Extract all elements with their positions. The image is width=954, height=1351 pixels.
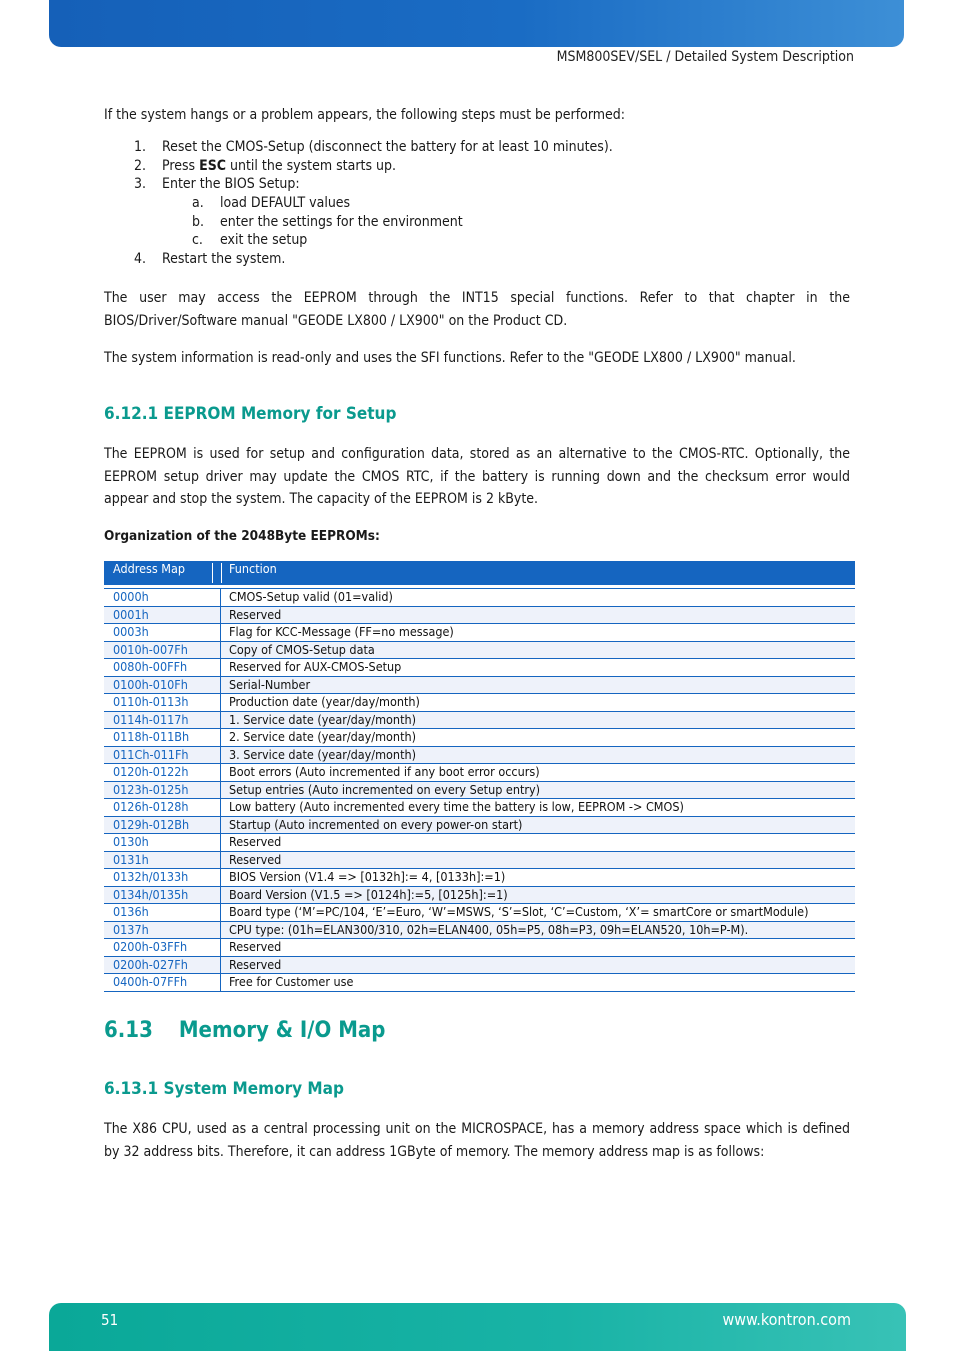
address-cell: 0137h xyxy=(113,921,149,937)
document-title: MSM800SEV/SEL / Detailed System Description xyxy=(556,49,854,65)
step-3: 3. Enter the BIOS Setup: xyxy=(134,176,300,193)
troubleshooting-steps xyxy=(104,138,804,269)
column-divider xyxy=(220,589,221,606)
address-cell: 0114h-0117h xyxy=(113,711,189,727)
table-row xyxy=(104,834,855,852)
table-row xyxy=(104,852,855,870)
address-cell: 0080h-00FFh xyxy=(113,659,188,674)
table-row xyxy=(104,922,855,940)
address-cell: 0126h-0128h xyxy=(113,799,189,814)
column-header-address: Address Map xyxy=(113,561,186,576)
column-divider xyxy=(220,659,221,676)
address-cell: 0010h-007Fh xyxy=(113,641,188,657)
section-heading-6-12-1: 6.12.1 EEPROM Memory for Setup xyxy=(104,404,397,424)
table-header xyxy=(104,561,855,585)
header-bar xyxy=(49,0,904,47)
column-divider xyxy=(220,817,221,834)
function-cell: Low battery (Auto incremented every time the battery is low, EEPROM -> CMOS) xyxy=(229,799,684,814)
column-divider xyxy=(220,852,221,869)
table-row xyxy=(104,589,855,607)
function-cell: CMOS-Setup valid (01=valid) xyxy=(229,589,393,604)
header-divider xyxy=(221,563,222,583)
table-row xyxy=(104,887,855,905)
table-row xyxy=(104,904,855,922)
column-divider xyxy=(220,764,221,781)
function-cell: Reserved xyxy=(229,834,282,849)
column-divider xyxy=(220,694,221,711)
address-cell: 0136h xyxy=(113,904,149,919)
table-row xyxy=(104,974,855,992)
column-divider xyxy=(220,869,221,886)
function-cell: Serial-Number xyxy=(229,676,311,692)
column-divider xyxy=(220,887,221,904)
address-cell: 0400h-07FFh xyxy=(113,974,188,989)
function-cell: Startup (Auto incremented on every power-on start) xyxy=(229,816,523,832)
function-cell: Board Version (V1.5 => [0124h]:=5, [0125h]:=1) xyxy=(229,886,508,902)
function-cell: 2. Service date (year/day/month) xyxy=(229,729,416,744)
table-row xyxy=(104,712,855,730)
address-cell: 0100h-010Fh xyxy=(113,676,188,692)
table-row xyxy=(104,747,855,765)
eeprom-use-paragraph: The EEPROM is used for setup and configuration data, stored as an alternative to the CMOS-RTC. Optionally, the EEPROM setup driver may update the CMOS RTC, if the battery is running down and the checksum error would appear and stop the system. The capacity of the EEPROM is 2 kByte. xyxy=(104,446,850,507)
step-4: 4. Restart the system. xyxy=(134,251,286,268)
column-divider xyxy=(220,712,221,729)
function-cell: Board type (‘M’=PC/104, ‘E’=Euro, ‘W’=MSWS, ‘S’=Slot, ‘C’=Custom, ‘X’= smartCore or smartModule) xyxy=(229,904,809,919)
column-divider xyxy=(220,974,221,991)
table-row xyxy=(104,694,855,712)
table-body xyxy=(104,588,855,992)
table-row xyxy=(104,799,855,817)
table-row xyxy=(104,764,855,782)
esc-key-label: ESC xyxy=(199,157,227,174)
address-cell: 0123h-0125h xyxy=(113,781,189,797)
step-1: 1. Reset the CMOS-Setup (disconnect the battery for at least 10 minutes). xyxy=(134,139,613,155)
table-row xyxy=(104,957,855,975)
column-header-function: Function xyxy=(229,561,277,576)
table-row xyxy=(104,782,855,800)
system-info-paragraph: The system information is read-only and uses the SFI functions. Refer to the "GEODE LX800 / LX900" manual. xyxy=(104,350,796,366)
table-row xyxy=(104,659,855,677)
address-cell: 0132h/0133h xyxy=(113,869,189,884)
function-cell: Flag for KCC-Message (FF=no message) xyxy=(229,624,454,639)
address-cell: 0200h-027Fh xyxy=(113,956,188,972)
section-heading-6-13-1: 6.13.1 System Memory Map xyxy=(104,1079,344,1099)
eeprom-organization-label: Organization of the 2048Byte EEPROMs: xyxy=(104,528,380,544)
substep-a: a. load DEFAULT values xyxy=(192,195,351,212)
substep-c: c. exit the setup xyxy=(192,232,308,249)
column-divider xyxy=(220,922,221,939)
column-divider xyxy=(220,747,221,764)
column-divider xyxy=(220,799,221,816)
function-cell: Reserved xyxy=(229,606,282,622)
table-row xyxy=(104,939,855,957)
address-cell: 0001h xyxy=(113,606,149,622)
column-divider xyxy=(220,904,221,921)
eeprom-access-paragraph: The user may access the EEPROM through the INT15 special functions. Refer to that chapter in the BIOS/Driver/Software manual "GEODE LX800 / LX900" on the Product CD. xyxy=(104,290,850,329)
function-cell: Free for Customer use xyxy=(229,974,354,989)
substep-b: b. enter the settings for the environment xyxy=(192,213,463,230)
function-cell: BIOS Version (V1.4 => [0132h]:= 4, [0133h]:=1) xyxy=(229,869,506,884)
table-row xyxy=(104,624,855,642)
table-row xyxy=(104,677,855,695)
address-cell: 0003h xyxy=(113,624,149,639)
column-divider xyxy=(220,642,221,659)
footer-bar xyxy=(49,1303,906,1351)
address-cell: 0130h xyxy=(113,834,149,849)
address-cell: 0118h-011Bh xyxy=(113,729,190,744)
table-row xyxy=(104,607,855,625)
address-cell: 0134h/0135h xyxy=(113,886,189,902)
function-cell: Reserved xyxy=(229,956,282,972)
column-divider xyxy=(220,834,221,851)
table-row xyxy=(104,817,855,835)
function-cell: Boot errors (Auto incremented if any boot error occurs) xyxy=(229,764,540,779)
section-heading-6-13: 6.13 Memory & I/O Map xyxy=(104,1018,386,1043)
table-row xyxy=(104,642,855,660)
function-cell: 3. Service date (year/day/month) xyxy=(229,746,416,762)
step-2: 2. Press ESC until the system starts up. xyxy=(134,157,396,174)
function-cell: Reserved xyxy=(229,939,282,954)
address-cell: 0120h-0122h xyxy=(113,764,189,779)
function-cell: Reserved xyxy=(229,851,282,867)
address-cell: 0000h xyxy=(113,589,149,604)
page-number: 51 xyxy=(101,1311,119,1329)
address-cell: 011Ch-011Fh xyxy=(113,746,189,762)
column-divider xyxy=(220,607,221,624)
column-divider xyxy=(220,957,221,974)
column-divider xyxy=(220,782,221,799)
address-cell: 0200h-03FFh xyxy=(113,939,188,954)
function-cell: Production date (year/day/month) xyxy=(229,694,420,709)
table-row xyxy=(104,869,855,887)
function-cell: Copy of CMOS-Setup data xyxy=(229,641,375,657)
column-divider xyxy=(220,729,221,746)
table-row xyxy=(104,729,855,747)
function-cell: Setup entries (Auto incremented on every Setup entry) xyxy=(229,781,541,797)
eeprom-address-table xyxy=(104,561,855,992)
intro-text: If the system hangs or a problem appears, the following steps must be performed: xyxy=(104,107,626,123)
website-link[interactable]: www.kontron.com xyxy=(722,1310,851,1329)
function-cell: CPU type: (01h=ELAN300/310, 02h=ELAN400, 05h=P5, 08h=P3, 09h=ELAN520, 10h=P-M). xyxy=(229,921,749,937)
address-cell: 0129h-012Bh xyxy=(113,816,190,832)
column-divider xyxy=(220,939,221,956)
address-cell: 0131h xyxy=(113,851,149,867)
address-cell: 0110h-0113h xyxy=(113,694,189,709)
header-divider xyxy=(212,563,213,583)
column-divider xyxy=(220,624,221,641)
function-cell: 1. Service date (year/day/month) xyxy=(229,711,416,727)
function-cell: Reserved for AUX-CMOS-Setup xyxy=(229,659,402,674)
column-divider xyxy=(220,677,221,694)
memory-map-paragraph: The X86 CPU, used as a central processing unit on the MICROSPACE, has a memory address space which is defined by 32 address bits. Therefore, it can address 1GByte of memory. The memory address map is as follows: xyxy=(104,1121,850,1160)
